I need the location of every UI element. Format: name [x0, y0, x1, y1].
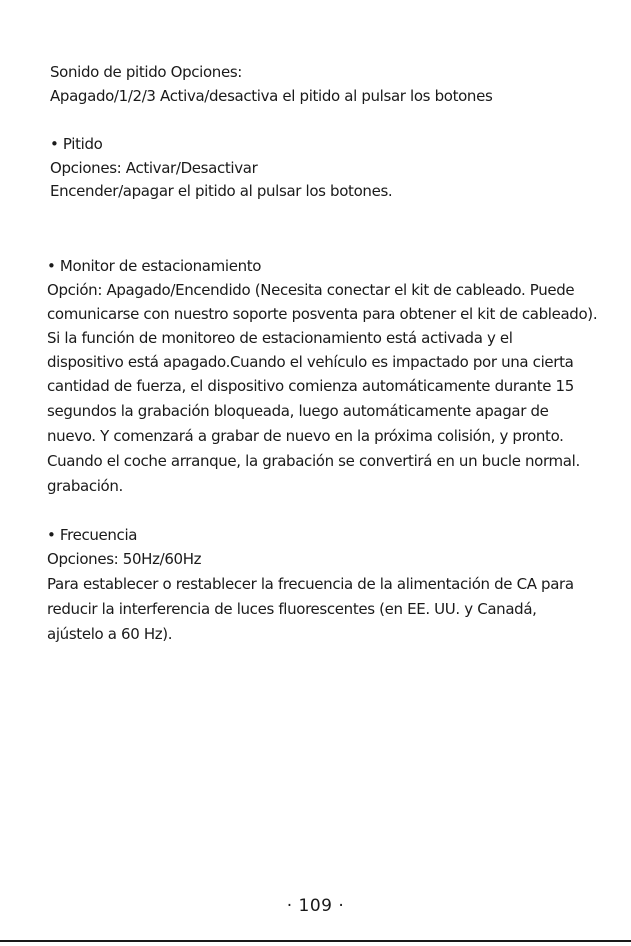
parking-monitor-line: cantidad de fuerza, el dispositivo comienza automáticamente durante 15: [47, 377, 574, 395]
parking-monitor-heading: • Monitor de estacionamiento: [47, 257, 262, 275]
beep-sound-title: Sonido de pitido Opciones:: [50, 63, 242, 81]
parking-monitor-line: comunicarse con nuestro soporte posventa para obtener el kit de cableado).: [47, 305, 598, 323]
parking-monitor-line: nuevo. Y comenzará a grabar de nuevo en la próxima colisión, y pronto.: [47, 427, 564, 445]
parking-monitor-line: Si la función de monitoreo de estacionamiento está activada y el: [47, 329, 513, 347]
parking-monitor-line: Cuando el coche arranque, la grabación se convertirá en un bucle normal.: [47, 452, 580, 470]
bottom-divider: [0, 940, 631, 942]
beep-sound-options-text: Apagado/1/2/3 Activa/desactiva el pitido al pulsar los botones: [50, 87, 493, 105]
frequency-line: ajústelo a 60 Hz).: [47, 625, 173, 643]
frequency-line: Para establecer o restablecer la frecuencia de la alimentación de CA para: [47, 575, 574, 593]
frequency-heading: • Frecuencia: [47, 526, 138, 544]
parking-monitor-line: grabación.: [47, 477, 123, 495]
beep-options: Opciones: Activar/Desactivar: [50, 159, 258, 177]
page-number: · 109 ·: [286, 896, 345, 916]
beep-heading: • Pitido: [50, 135, 103, 153]
parking-monitor-line: dispositivo está apagado.Cuando el vehículo es impactado por una cierta: [47, 353, 574, 371]
frequency-options: Opciones: 50Hz/60Hz: [47, 550, 202, 568]
beep-description: Encender/apagar el pitido al pulsar los botones.: [50, 182, 393, 200]
parking-monitor-line: segundos la grabación bloqueada, luego automáticamente apagar de: [47, 402, 549, 420]
frequency-line: reducir la interferencia de luces fluorescentes (en EE. UU. y Canadá,: [47, 600, 537, 618]
parking-monitor-line: Opción: Apagado/Encendido (Necesita conectar el kit de cableado. Puede: [47, 281, 575, 299]
